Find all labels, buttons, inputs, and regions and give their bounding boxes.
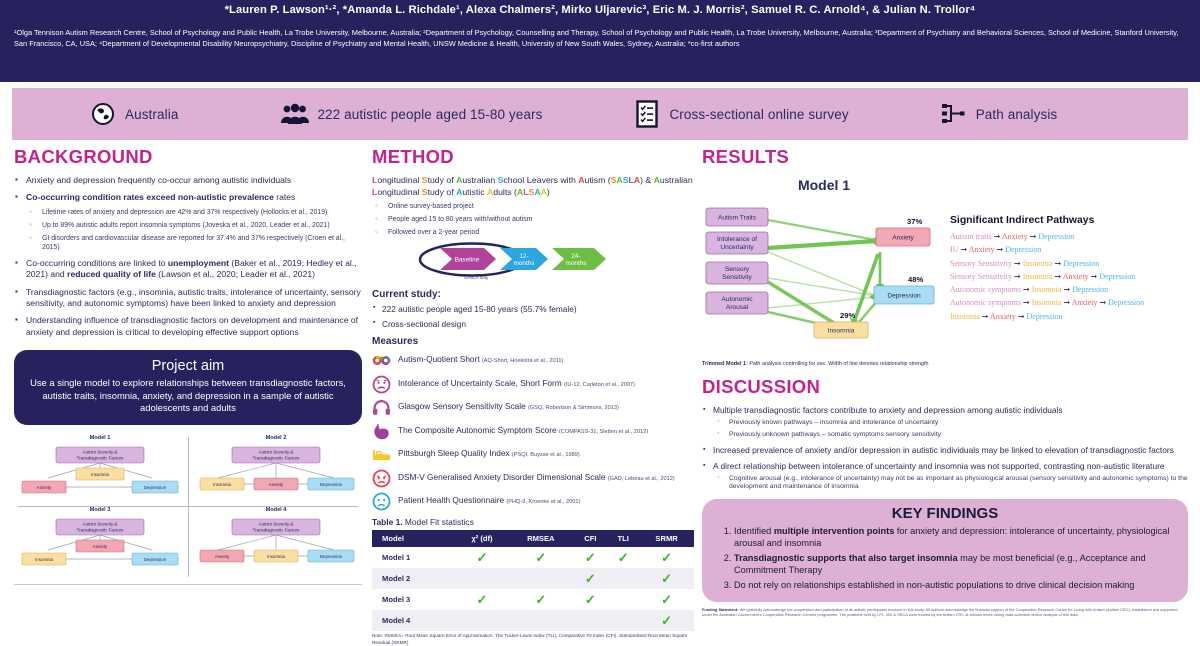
arrow-icon: ➞ [1014,258,1021,268]
arrow-icon: ➞ [1054,271,1062,281]
table-column-header: TLI [607,530,639,547]
path-model-area [702,175,946,368]
svg-text:Insomnia: Insomnia [35,557,53,563]
check-icon: ✓ [476,550,488,566]
table-header-row [372,530,694,547]
infinity-icon [372,351,391,370]
svg-text:Transdiagnostic Factors: Transdiagnostic Factors [252,527,300,533]
svg-text:Autism Severity &: Autism Severity & [258,449,294,455]
measure-citation: (PSQI, Buysse et al., 1989) [511,452,580,459]
study-name-part: A [456,186,463,197]
svg-text:Intolerance of: Intolerance of [717,236,757,243]
table-cell-fit [508,547,573,568]
svg-text:Autonomic: Autonomic [721,296,753,303]
table-cell-fit [508,589,573,610]
pathway-item [950,283,1188,296]
background-title: BACKGROUND [14,146,153,167]
pathway-node: Autism traits [950,232,992,241]
check-icon: ✓ [661,550,673,566]
study-name-part: tudy of [427,186,457,197]
pathway-node: Depression [1063,258,1100,268]
affiliations: ¹Olga Tennison Autism Research Centre, School of Psychology and Public Health, La Trobe University, Melbourne, Australia; ²Department of Psychology, Counselling and Therapy, School of Psychology and Public Health, La Trobe University, Melbourne, Australia; ³Department of Psychiatry and Behavioral Sciences, School of Medicine, Stanford University, San Francisco, CA, USA; ⁴Department of Developmental Disability Neuropsychiatry, Discipline of Psychiatry and Mental Health, UNSW Medicine & Health, University of New South Wales, Sydney, Australia; *co-first authors [14,28,1179,48]
pathway-item [950,243,1188,256]
svg-text:Transdiagnostic Factors: Transdiagnostic Factors [252,455,300,461]
background-bullet: ▪ Anxiety and depression frequently co-occur among autistic individuals [14,175,362,186]
project-aim-box [14,350,362,425]
background-bullet: ▪ Transdiagnostic factors (e.g., insomnia, autistic traits, intolerance of uncertainty, sensory sensitivity, and autonomic symptoms) have been linked to anxiety and depression [14,287,362,310]
pathway-node: IU [950,245,959,255]
study-name-part: A [653,175,660,185]
svg-text:Anxiety: Anxiety [214,554,230,560]
results-title: RESULTS [702,146,790,167]
measure-item [372,351,694,370]
candidate-model-diagram [190,514,362,572]
study-name-part: L [523,186,529,197]
study-sub-item: ◦ Online survey-based project [372,202,694,211]
check-icon: ✓ [584,571,596,587]
funding-label: Funding Statement: [702,607,739,613]
study-name-part: ustralian [659,175,693,185]
measure-text: The Composite Autonomic Symptom Score (COMPASS-31, Sletten et al., 2012) [398,424,649,435]
variance-insomnia: 29% [840,311,856,320]
model-fit-table [372,530,694,631]
stomach-icon [372,422,391,441]
measure-citation: (AQ-Short, Hoekstra et al., 2011) [481,358,564,365]
arrow-icon: ➞ [1029,232,1037,241]
table-cell-model: Model 3 [382,595,411,605]
pathway-node: Depression [1072,285,1109,295]
table-column-header: CFI [574,530,608,547]
background-subbullet: ◦ GI disorders and cardiovascular disease are reported for 37.4% and 37% respectively (Croen et al., 2015) [26,234,362,252]
key-findings-title: KEY FINDINGS [891,505,999,523]
measure-citation: (COMPASS-31, Sletten et al., 2012) [558,428,649,435]
table-column-header: RMSEA [508,530,573,547]
check-icon: ✓ [535,550,547,566]
study-name-part: A [486,186,494,197]
table-cell-fit [607,547,639,568]
check-icon: ✓ [617,550,629,566]
study-name-part: A [516,186,524,197]
pathway-item [950,230,1188,243]
funding-text: We gratefully acknowledge the cooperation and participation of all autistic participants involved in this study. All authors acknowledge the financial support of the Cooperative Research Centre for Living with Autism (Autism CRC), established and supported under the Australian Government's Cooperative Research Centres programme. The positions held by LPL, MU & SRCA were funded by the Autism CRC at various times during data collection and/or analysis of this data. [702,607,1178,618]
study-name-part: L [372,186,378,197]
study-name-part: S [421,186,428,197]
column-method [372,146,694,646]
svg-text:Baseline: Baseline [454,256,480,264]
pathway-node: Anxiety [1071,298,1098,308]
table-row [372,547,694,568]
pathway-item [950,270,1188,283]
summary-strip [12,88,1188,140]
study-name-part: S [528,186,535,197]
study-name-part: ongitudinal [377,186,422,197]
measure-citation: (PHQ-9, Kroenke et al., 2001) [506,499,581,506]
indirect-pathways-area [946,175,1188,368]
measure-text: Pittsburgh Sleep Quality Index (PSQI, Buysse et al., 1989) [398,448,580,459]
study-name-part: eavers with [531,175,579,185]
timeline-graphic [372,242,694,282]
path-caption-text: Path analysis controlling for sex. Width of line denotes relationship strength [747,361,929,367]
measures-list [372,351,694,511]
arrow-icon: ➞ [1063,285,1071,295]
table-cell-fit [574,568,608,589]
svg-text:Anxiety: Anxiety [92,544,108,550]
pathway-node: Depression [1099,271,1136,281]
study-timeline [372,242,694,282]
pathway-node: Autonomic symptoms [950,298,1021,308]
check-icon: ✓ [584,592,596,608]
pathway-node: Anxiety [990,311,1016,321]
path-caption-label: Trimmed Model 1: [702,361,748,367]
pathway-node: Insomnia [950,311,980,321]
table-cell-fit [574,610,608,631]
pathway-node: Insomnia [1031,298,1062,308]
globe-icon [90,101,116,127]
study-name-part: utistic [462,186,487,197]
table-cell-fit [456,589,508,610]
table-caption-label: Table 1. [372,517,403,528]
current-study-item: ▪ Cross-sectional design [372,319,694,330]
study-name-part: utism ( [584,175,611,185]
study-name-part: ongitudinal [377,175,422,185]
study-name-part: ) & [640,175,654,185]
svg-text:Anxiety: Anxiety [892,234,914,242]
author-list: *Lauren P. Lawson¹·², *Amanda L. Richdale¹, Alexa Chalmers², Mirko Uljarevic³, Eric M. J. Morris², Samuel R. C. Arnold⁴, & Julian N. Trollor⁴ [224,4,976,16]
table-cell-fit [574,547,608,568]
svg-text:Autism Severity &: Autism Severity & [258,521,294,527]
study-name-part: chool [503,175,527,185]
pathway-node: Depression [1038,232,1075,241]
discussion-subbullet: ◦ Cognitive arousal (e.g., intolerance of uncertainty) may not be as important as physiological arousal (sensory sensitivity and autonomic symptoms) to the development and maintenance of insomnia [713,475,1188,493]
background-bullet: ▪ Understanding influence of transdiagnostic factors on development and maintenance of anxiety and depression is critical to developing effective support options [14,315,362,338]
measure-item [372,445,694,464]
path-diagram [702,196,946,356]
worried-face-icon [372,375,391,394]
strip-label-sample: 222 autistic people aged 15-80 years [317,106,543,122]
svg-text:Depression: Depression [143,485,167,491]
study-sub-list [372,202,694,237]
study-name-part: A [633,175,641,185]
strip-item-analysis [941,101,1058,127]
study-name-part: L [526,175,532,185]
svg-text:Insomnia: Insomnia [267,554,285,560]
study-names-line [372,175,694,198]
pathway-node: Insomnia [1022,271,1053,281]
background-bullet-list [14,175,362,338]
svg-text:Arousal: Arousal [725,304,749,311]
measure-text: Intolerance of Uncertainty Scale, Short Form (IU-12, Carleton et al., 2007) [398,377,635,388]
study-name-part: A [534,186,541,197]
table-caption [372,517,694,527]
discussion-subbullet-list [713,475,1188,493]
pathway-node: Anxiety [1062,271,1089,281]
current-study-heading: Current study: [372,289,441,301]
study-name-part: dults ( [493,186,517,197]
strip-label-design: Cross-sectional online survey [669,106,849,122]
funding-statement [702,607,1188,618]
table-cell-fit [607,589,639,610]
column-background [14,146,362,585]
table-cell-model: Model 2 [382,574,411,584]
measure-item [372,469,694,488]
pathway-node: Sensory Sensitivity [950,258,1013,268]
background-subbullet: ◦ Up to 89% autistic adults report insomnia symptoms (Joveska et al., 2020, Leader et al., 2021) [26,221,362,230]
background-subbullet: ◦ Lifetime rates of anxiety and depression are 42% and 37% respectively (Hollocks et al., 2019) [26,208,362,217]
path-analysis-icon [941,101,967,127]
check-icon: ✓ [476,592,488,608]
table-body [372,547,694,631]
key-findings-list [734,525,1174,591]
pathway-node: Insomnia [1031,285,1062,295]
candidate-model [190,435,362,505]
candidate-model [14,507,186,577]
arrow-icon: ➞ [1054,258,1062,268]
table-cell-fit [456,610,508,631]
pathway-item [950,257,1188,270]
path-model-title: Model 1 [797,177,851,193]
table-cell-fit [639,610,694,631]
table-cell-fit [456,568,508,589]
pathway-item [950,310,1188,323]
candidate-model-title: Model 3 [89,507,111,514]
table-cell-fit [607,568,639,589]
study-name-part: L [372,175,378,185]
pathway-node: Depression [1108,298,1145,308]
current-study-list [372,304,694,329]
study-name-part: ) [546,186,550,197]
svg-text:Transdiagnostic Factors: Transdiagnostic Factors [76,527,124,533]
candidate-models-figure [14,435,362,580]
table-cell-model: Model 1 [382,553,411,563]
svg-text:Autism Severity &: Autism Severity & [82,521,118,527]
discussion-bullet: ▪ Increased prevalence of anxiety and/or depression in autistic individuals may be linked to elevation of transdiagnostic factors [702,445,1188,456]
measure-citation: (IU-12, Carleton et al., 2007) [564,381,635,388]
arrow-icon: ➞ [1017,311,1025,321]
study-name-part: tudy of [427,175,457,185]
project-aim-text: Use a single model to explore relationships between transdiagnostic factors, autistic traits, insomnia, anxiety, and depression in a sample of autistic adolescents and adults [30,377,346,414]
check-icon: ✓ [584,550,596,566]
candidate-model-diagram [14,442,186,500]
study-name-part: A [456,175,463,185]
measure-text: DSM-V Generalised Anxiety Disorder Dimensional Scale (GAD, Lebeau et al., 2012) [398,471,675,482]
svg-text:12-: 12- [519,253,529,261]
study-sub-item: ◦ People aged 15 to 80 years with/without autism [372,215,694,224]
poster-header [0,0,1200,82]
arrow-icon: ➞ [960,245,968,255]
method-title: METHOD [372,146,454,167]
measure-item [372,375,694,394]
table-column-header: SRMR [639,530,694,547]
study-name-part: S [622,175,629,185]
svg-text:Anxiety: Anxiety [36,485,52,491]
models-bottom-rule [14,584,362,585]
pathway-node: Anxiety [968,245,995,255]
table-column-header: Model [372,530,456,547]
svg-text:Depression: Depression [887,292,921,300]
svg-text:24-: 24- [571,253,581,261]
study-name-part: S [421,175,428,185]
people-icon [282,101,308,127]
table-cell-fit [639,589,694,610]
table-cell-model: Model 4 [382,616,411,626]
table-cell-fit [607,610,639,631]
study-name-part: S [610,175,617,185]
table-cell-fit [508,610,573,631]
pathway-node: Insomnia [1022,258,1053,268]
measure-item [372,422,694,441]
table-note: Note. RMSEA= Root Mean Square Error of Approximation, The Tucker-Lewis Index (TLI), Comparative Fit Index (CFI), Standardised Root Mean Square Residual (SRMR) [372,633,688,645]
measure-citation: (GAD, Lebeau et al., 2012) [607,475,675,482]
arrow-icon: ➞ [981,311,989,321]
svg-text:Depression: Depression [319,554,343,560]
arrow-icon: ➞ [1090,271,1098,281]
strip-item-country [90,101,178,127]
svg-text:Depression: Depression [143,557,167,563]
key-finding-item: 1. Identified multiple intervention points for anxiety and depression: intolerance of uncertainty, physiological arousal and insomnia [734,525,1174,549]
key-finding-item: 2. Transdiagnostic supports that also target insomnia may be most beneficial (e.g., Acceptance and Commitment Therapy [734,552,1174,576]
measure-citation: (GSQ, Robertson & Simmons, 2013) [528,405,619,412]
pathway-node: Sensory Sensitivity [950,271,1013,281]
pathway-node: Autonomic symptoms [950,285,1021,295]
study-name-part: L [628,175,634,185]
study-name-part: S [497,175,504,185]
measures-heading: Measures [372,336,419,348]
table-column-header: χ² (df) [456,530,508,547]
measure-text: Autism-Quotient Short (AQ-Short, Hoekstra et al., 2011) [398,354,564,365]
bed-icon [372,445,391,464]
table-row [372,589,694,610]
candidate-model-diagram [190,442,362,500]
pathway-node: Depression [1005,245,1042,255]
table-cell-fit [508,568,573,589]
check-icon: ✓ [661,613,673,629]
discussion-bullet: ▪ Multiple transdiagnostic factors contribute to anxiety and depression among autistic individuals ◦ Previously known pathways – insomnia and intolerance of uncertainty ◦ Previously unknown pathways – somatic symptoms sensory sensitivity [702,405,1188,440]
headphones-icon [372,398,391,417]
column-results [702,146,1188,618]
candidate-model-diagram [14,514,186,572]
candidate-model-title: Model 1 [89,435,111,442]
path-model-caption [702,361,946,368]
table-row [372,568,694,589]
arrow-icon: ➞ [1099,298,1107,308]
check-icon: ✓ [535,592,547,608]
current-study-item: ▪ 222 autistic people aged 15-80 years (55.7% female) [372,304,694,315]
results-row [702,175,1188,368]
study-name-part: A [578,175,585,185]
table-caption-text: Model Fit statistics [402,517,474,528]
svg-text:Autism Traits: Autism Traits [717,214,757,222]
study-name-part: ustralian [462,175,498,185]
strip-label-analysis: Path analysis [975,106,1058,122]
pathway-node: Anxiety [1001,232,1028,241]
table-cell-fit [639,568,694,589]
svg-text:Insomnia: Insomnia [91,472,109,478]
key-finding-item: 3. Do not rely on relationships established in non-autistic populations to drive clinical decision making [734,579,1174,591]
svg-text:months: months [565,260,587,268]
arrow-icon: ➞ [1014,271,1021,281]
models-divider-vertical [188,437,189,577]
table-cell-fit [574,589,608,610]
arrow-icon: ➞ [1022,298,1030,308]
discussion-subbullet-list [713,419,1188,440]
variance-anxiety: 37% [907,217,923,226]
svg-text:Depression: Depression [319,482,343,488]
variance-depression: 48% [908,275,924,284]
discussion-section [702,376,1188,492]
check-icon: ✓ [661,571,673,587]
table-cell-fit [639,547,694,568]
svg-text:Autism Severity &: Autism Severity & [82,449,118,455]
arrow-icon: ➞ [1022,285,1030,295]
discussion-bullet: ▪ A direct relationship between intolerance of uncertainty and insomnia was not supported, contrasting non-autistic literature ◦ Cognitive arousal (e.g., intolerance of uncertainty) may not be as important as physiological arousal (sensory sensitivity and autonomic symptoms) to the development and maintenance of insomnia [702,461,1188,493]
svg-text:Uncertainty: Uncertainty [720,244,754,251]
study-sub-item: ◦ Followed over a 2-year period [372,228,694,237]
study-name-part: A [616,175,623,185]
arrow-icon: ➞ [1063,298,1071,308]
svg-text:months: months [513,260,535,268]
check-icon: ✓ [661,592,673,608]
candidate-model [14,435,186,505]
discussion-subbullet: ◦ Previously unknown pathways – somatic symptoms sensory sensitivity [713,431,1188,440]
measure-item [372,492,694,511]
measure-item [372,398,694,417]
checklist-icon [634,101,660,127]
table-cell-fit [456,547,508,568]
measure-text: Glasgow Sensory Sensitivity Scale (GSQ, Robertson & Simmons, 2013) [398,401,619,412]
background-bullet: ▪ Co-occurring conditions are linked to unemployment (Baker et al., 2019; Hedley et al., 2021) and reduced quality of life (Lawson et al., 2020; Leader et al., 2021) [14,258,362,281]
arrow-icon: ➞ [993,232,1001,241]
pathways-heading: Significant Indirect Pathways [950,215,1095,226]
candidate-model-title: Model 4 [265,507,287,514]
discussion-subbullet: ◦ Previously known pathways – insomnia and intolerance of uncertainty [713,419,1188,428]
sad-face-icon [372,492,391,511]
strip-item-sample [282,101,542,127]
anxious-face-icon [372,469,391,488]
pathway-node: Depression [1026,311,1063,321]
project-aim-title: Project aim [151,358,225,375]
svg-text:Transdiagnostic Factors: Transdiagnostic Factors [76,455,124,461]
measure-text: Patient Health Questionnaire (PHQ-9, Kroenke et al., 2001) [398,495,581,506]
svg-text:Sensitivity: Sensitivity [722,274,752,281]
timeline-note: SASLA only [464,275,489,281]
pathways-list [950,230,1188,323]
svg-text:Insomnia: Insomnia [213,482,231,488]
strip-label-country: Australia [125,106,179,122]
strip-item-design [634,101,848,127]
key-findings-box [702,499,1188,602]
candidate-model-title: Model 2 [265,435,287,442]
table-row [372,610,694,631]
pathway-item [950,296,1188,309]
svg-text:Sensory: Sensory [724,266,750,273]
background-subbullet-list [26,208,362,252]
arrow-icon: ➞ [996,245,1004,255]
svg-text:Insomnia: Insomnia [827,327,855,335]
discussion-bullet-list [702,405,1188,492]
candidate-model [190,507,362,577]
svg-text:Anxiety: Anxiety [268,482,284,488]
discussion-title: DISCUSSION [702,376,821,397]
study-name-part: A [540,186,547,197]
background-bullet: ▪ Co-occurring condition rates exceed non-autistic prevalence rates ◦ Lifetime rates of anxiety and depression are 42% and 37% respectively (Hollocks et al., 2019) ◦ Up to 89% autistic adults report insomnia symptoms (Joveska et al., 2020, Leader et al., 2021) ◦ GI disorders and cardiovascular disease are reported for 37.4% and 37% respectively (Croen et al., 2015) [14,192,362,251]
